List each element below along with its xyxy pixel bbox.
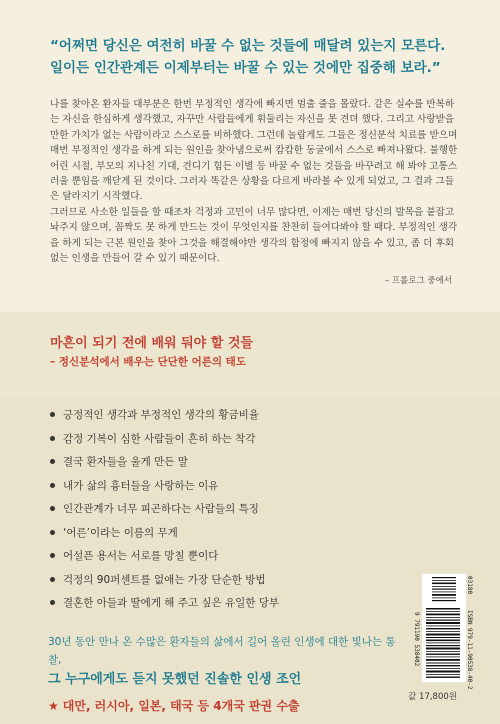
bullet-icon [50,600,55,605]
list-item: 내가 삶의 흉터들을 사랑하는 이유 [50,474,390,498]
list-item: 결혼한 아들과 딸에게 해 주고 싶은 유일한 당부 [50,591,390,615]
isbn-label [466,574,476,690]
barcode-digits-box [413,612,421,682]
pull-quote [50,35,470,79]
bullet-icon [50,459,55,464]
rights-export-text: 대만, 러시아, 일본, 태국 등 4개국 판권 수출 [62,699,300,713]
bullet-icon [50,436,55,441]
bullet-icon [50,483,55,488]
excerpt-source: – 프롤로그 중에서 [384,276,452,286]
price-label: 값 17,800원 [408,692,457,702]
section-title: 마흔이 되기 전에 배워 둬야 할 것들 [50,336,253,351]
barcode [422,574,466,682]
prologue-excerpt [50,97,460,266]
list-item: 어설픈 용서는 서로를 망칠 뿐이다 [50,544,390,568]
barcode-digits: 9 791190 538402 [413,612,420,667]
list-item: ‘어른’이라는 이름의 무게 [50,521,390,545]
bullet-icon [50,553,55,558]
closing-line-1: 30년 동안 만나 온 수많은 환자들의 삶에서 길어 올린 인생에 대한 빛나는 통찰, [48,636,396,666]
closing-line-2: 그 누구에게도 듣지 못했던 진솔한 인생 조언 [48,672,302,687]
list-item: 긍정적인 생각과 부정적인 생각의 황금비율 [50,403,390,427]
isbn-number: ISBN 979-11-90538-40-2 [466,610,473,690]
bullet-icon [50,412,55,417]
section-subtitle: – 정신분석에서 배우는 단단한 어른의 태도 [50,356,246,368]
rights-export-note [48,697,408,714]
bullet-icon [50,577,55,582]
bullet-icon [50,506,55,511]
list-item: 인간관계가 너무 피곤하다는 사람들의 특징 [50,497,390,521]
highlights-list [50,403,390,615]
closing-blurb [48,633,408,714]
list-item: 감정 기복이 심한 사람들이 흔히 하는 착각 [50,427,390,451]
star-icon: ★ [48,698,59,713]
excerpt-paragraph-2: 그러므로 사소한 일들을 할 때조차 걱정과 고민이 너무 많다면, 이제는 매번 당신의 발목을 붙잡고 놔주지 않으며, 꼼짝도 못 하게 만드는 것이 무엇인지를 찬찬히 들여다봐야 할 때다. 부정적인 생각을 하게 되는 근본 원인을 찾아 그것을 해결해야만 생각의 함정에 빠지지 않을 수 있고, 좀 더 후회 없는 인생을 만들어 갈 수 있기 때문이다. [50,206,458,265]
list-item: 결국 환자들을 울게 만든 말 [50,450,390,474]
barcode-addon: 03180 [466,576,473,595]
bullet-icon [50,530,55,535]
quote-line-1: “어쩌면 당신은 여전히 바꿀 수 없는 것들에 매달려 있는지 모른다. [50,38,446,54]
excerpt-paragraph-1: 나를 찾아온 환자들 대부분은 한번 부정적인 생각에 빠지면 멈출 줄을 몰랐다. 같은 실수를 반복하는 자신을 한심하게 생각했고, 자꾸만 사람들에게 휘둘리는 자신을 못 견뎌 했다. 그리고 사랑받을 만한 가치가 없는 사람이라고 스스로를 비하했다. 그런데 놀랍게도 그들은 정신분석 치료를 받으며 매번 부정적인 생각을 하게 되는 원인을 찾아냄으로써 캄캄한 동굴에서 스스로 빠져나왔다. 불행한 어린 시절, 부모의 지나친 기대, 견디기 힘든 이별 등 바꿀 수 없는 것들을 바꾸려고 해 봐야 고통스러울 뿐임을 깨닫게 된 것이다. 그러자 똑같은 상황을 다르게 바라볼 수 있게 되었고, 그 결과 그들은 달라지기 시작했다. [50,99,458,203]
list-item: 걱정의 90퍼센트를 없애는 가장 단순한 방법 [50,568,390,592]
barcode-bars-icon [422,574,466,682]
quote-line-2: 일이든 인간관계든 이제부터는 바꿀 수 있는 것에만 집중해 보라.” [50,60,441,76]
